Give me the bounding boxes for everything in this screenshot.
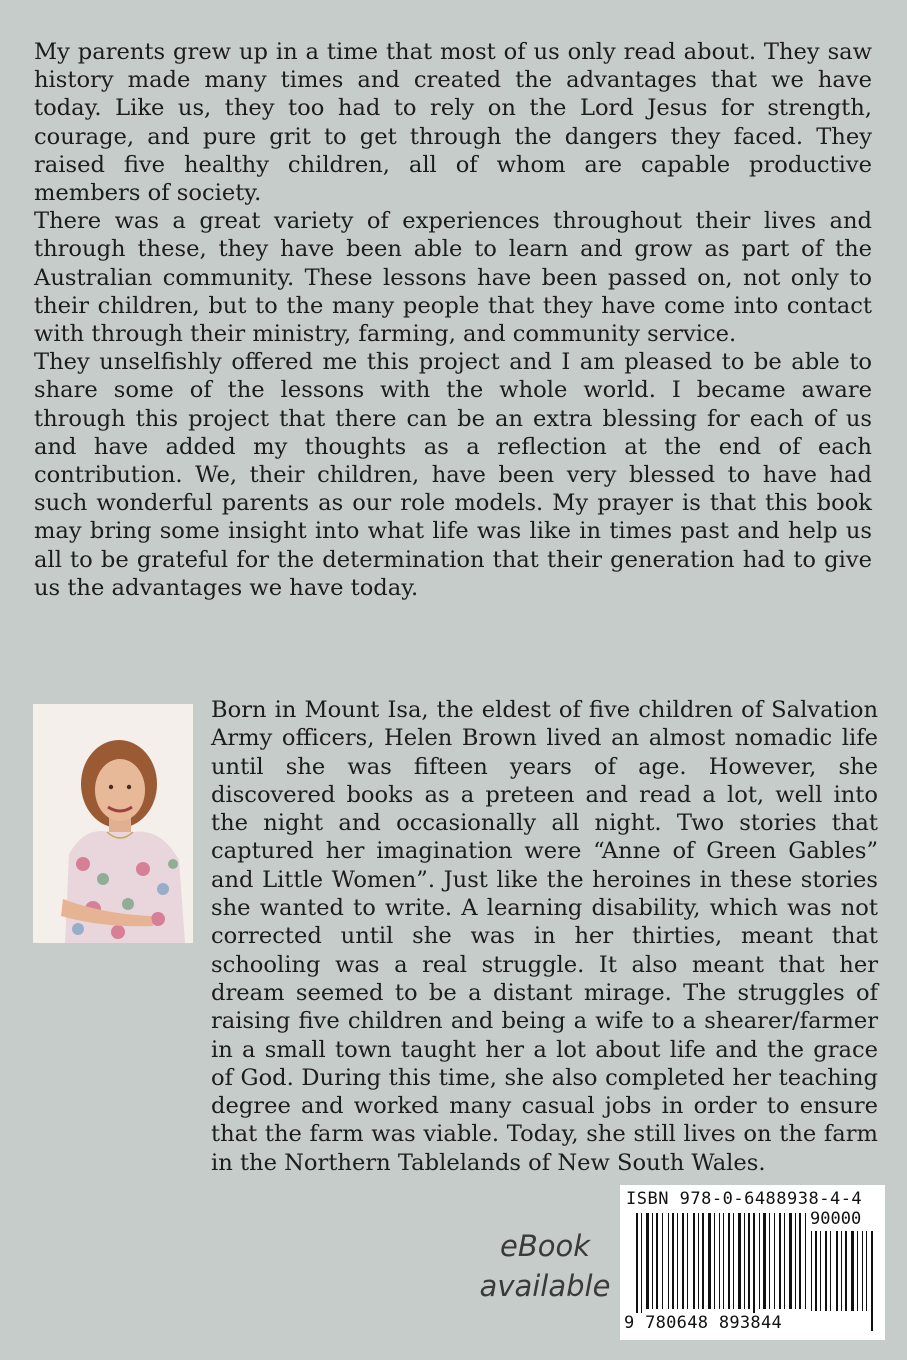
barcode-bar [662, 1213, 663, 1309]
barcode-bar [733, 1213, 734, 1309]
barcode-bar [815, 1231, 817, 1311]
barcode-bar [866, 1231, 867, 1311]
barcode-bar [748, 1213, 750, 1309]
ebook-available-note [470, 1226, 620, 1306]
barcode-bar [836, 1231, 838, 1311]
barcode-bar [784, 1213, 785, 1309]
barcode-bar [851, 1231, 854, 1311]
ebook-line-1: eBook [499, 1229, 591, 1263]
barcode-bar [698, 1213, 699, 1309]
barcode-bar [723, 1213, 724, 1309]
barcode-bar [641, 1213, 642, 1313]
barcode-bar [708, 1213, 711, 1309]
barcode-bar [811, 1231, 812, 1311]
blurb-paragraph-2: There was a great variety of experiences throughout their lives and through these, they have been able to learn and grow as part of the Australian community. These lessons have been passed on, not only to their children, but to the many people that they have come into contact with through their ministry, farming, and community service. [34, 208, 872, 348]
barcode-bar [652, 1213, 653, 1309]
barcode-bar [636, 1213, 638, 1313]
barcode-bar [820, 1231, 821, 1311]
barcode-bar [693, 1213, 695, 1309]
barcode-bar [672, 1213, 674, 1309]
author-bio: Born in Mount Isa, the eldest of five children of Salvation Army officers, Helen Brown lived an almost nomadic life until she was fifteen years of age. However, she discovered books as a preteen and read a lot, well into the night and occasionally all night. Two stories that captured her imagination were “Anne of Green Gables” and Little Women”. Just like the heroines in these stories she wanted to write. A learning disability, which was not corrected until she was in her thirties, meant that schooling was a real struggle. It also meant that her dream seemed to be a distant mirage. The struggles of raising five children and being a wife to a shearer/farmer in a small town taught her a lot about life and the grace of God. During this time, she also completed her teaching degree and worked many casual jobs in order to ensure that the farm was viable. Today, she still lives on the farm in the Northern Tablelands of New South Wales. [211, 697, 878, 1176]
back-cover-blurb [34, 38, 872, 602]
barcode-bar [656, 1213, 658, 1309]
barcode-bar [714, 1213, 715, 1309]
barcode-bar [799, 1213, 801, 1309]
barcode-bar [719, 1213, 720, 1309]
isbn-label: ISBN 978-0-6488938-4-4 [626, 1189, 863, 1209]
barcode-number: 9 780648 893844 [624, 1313, 783, 1333]
barcode-bar [830, 1231, 831, 1311]
barcode-bar [728, 1213, 730, 1309]
author-photo [33, 704, 193, 943]
barcode-bar [841, 1231, 842, 1311]
barcode-bar [779, 1213, 781, 1309]
barcode-bar [682, 1213, 684, 1309]
barcode-bar [753, 1213, 755, 1313]
barcode-bar [871, 1231, 873, 1331]
barcode-bar [825, 1231, 827, 1311]
barcode-bar [769, 1213, 770, 1309]
barcode-bar [795, 1213, 796, 1309]
barcode-bar [862, 1231, 863, 1311]
ebook-line-2: available [479, 1269, 611, 1303]
barcode-bar [857, 1231, 858, 1311]
barcode-bar [744, 1213, 745, 1309]
barcode-bar [789, 1213, 792, 1309]
barcode-bar [738, 1213, 741, 1309]
barcode-bar [677, 1213, 678, 1309]
barcode-bar [774, 1213, 775, 1309]
blurb-paragraph-3: They unselfishly offered me this project and I am pleased to be able to share some of the lessons with the whole world. I became aware through this project that there can be an extra blessing for each of us and have added my thoughts as a reflection at the end of each contribution. We, their children, have been very blessed to have had such wonderful parents as our role models. My prayer is that this book may bring some insight into what life was like in times past and help us all to be grateful for the determination that their generation had to give us the advantages we have today. [34, 349, 872, 601]
blurb-paragraph-1: My parents grew up in a time that most of us only read about. They saw history made many times and created the advantages that we have today. Like us, they too had to rely on the Lord Jesus for strength, courage, and pure grit to get through the dangers they faced. They raised five healthy children, all of whom are capable productive members of society. [34, 39, 872, 207]
barcode-bar [759, 1213, 760, 1309]
isbn-barcode [620, 1185, 885, 1340]
barcode-addon-number: 90000 [810, 1209, 862, 1229]
barcode-bar [646, 1213, 649, 1309]
barcode-bar [687, 1213, 688, 1309]
barcode-bar [845, 1231, 847, 1311]
barcode-bar [763, 1213, 766, 1309]
barcode-bar [805, 1213, 806, 1309]
barcode-bar [702, 1213, 704, 1309]
barcode-bar [668, 1213, 669, 1309]
author-portrait-illustration [33, 704, 193, 943]
